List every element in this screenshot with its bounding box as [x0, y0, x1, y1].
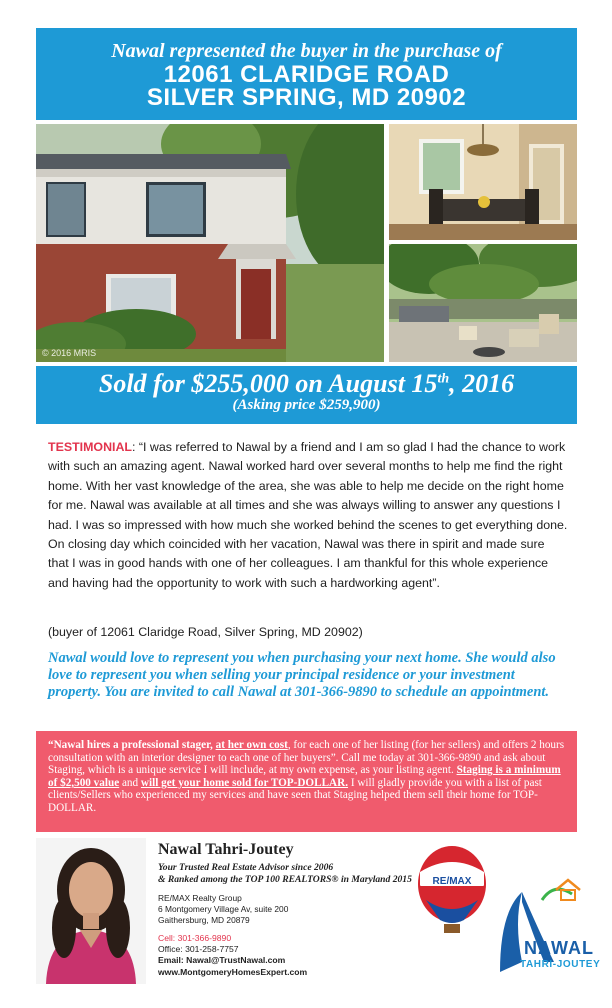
brokerage-address-2: Gaithersburg, MD 20879	[158, 914, 250, 925]
contact-info	[158, 933, 398, 978]
brokerage-info	[158, 893, 358, 925]
website-link[interactable]: www.MontgomeryHomesExpert.com	[158, 966, 308, 977]
header-banner	[36, 28, 577, 120]
sold-banner	[36, 366, 577, 424]
call-to-action: Nawal would love to represent you when purchasing your next home. She would also love to represent you when selling your principal residence or your investment property. You are invited to call Nawal at 301-366-9890 to schedule an appointment.	[48, 650, 556, 701]
logo-brand: NAWAL	[524, 938, 594, 958]
testimonial-body: : “I was referred to Nawal by a friend and I am so glad I had the chance to work with such an amazing agent. Nawal worked hard over several months to help me find the right home. With her vast knowledge of the area, she was able to help me decide on the right home for me. Nawal was available at all times and she was always willing to answer any questions I had. I was so impressed with how much she worked behind the scenes to get everything done. On closing day which coincided with her vacation, Nawal was there in spirit and made sure that I was in good hands with one of her colleagues. I am thankful for this whole experience and having had the opportunity to work with such a hardworking agent”.	[48, 440, 568, 590]
house-exterior-photo	[36, 124, 384, 362]
address-line-1: 12061 CLARIDGE ROAD	[163, 61, 450, 88]
agent-name: Nawal Tahri-Joutey	[158, 841, 294, 858]
header-intro: Nawal represented the buyer in the purchase of	[111, 40, 502, 62]
office-phone[interactable]: Office: 301-258-7757	[158, 944, 239, 955]
agent-tagline: Your Trusted Real Estate Advisor since 2006 & Ranked among the TOP 100 REALTORS® in Maryland 2015	[158, 862, 412, 885]
patio-photo	[389, 244, 577, 362]
buyer-note: (buyer of 12061 Claridge Road, Silver Spring, MD 20902)	[48, 625, 363, 639]
testimonial-text	[48, 438, 568, 593]
dining-room-photo	[389, 124, 577, 240]
logo-brand-name: TAHRI-JOUTEY	[520, 959, 601, 970]
asking-price: (Asking price $259,900)	[232, 397, 381, 413]
staging-box: “Nawal hires a professional stager, at her own cost, for each one of her listing (for her sellers) and offers 2 hours consultation with an interior designer to each one of her buyers”. Call me today at 301-366-9890 and ask about Staging, which is a unique service I will include, at my own expense, as your listing agent. Staging is a minimum of $2,500 value and will get your home sold for TOP-DOLLAR. I will gladly provide you with a list of past clients/Sellers who experienced my services and have seen that Staging helped them sell their home for TOP-DOLLAR.	[36, 731, 577, 832]
brokerage-address-1: 6 Montgomery Village Av, suite 200	[158, 903, 289, 914]
photo-watermark: © 2016 MRIS	[42, 348, 97, 358]
cell-phone[interactable]: Cell: 301-366-9890	[158, 933, 232, 943]
sold-price: Sold for $255,000 on August 15th, 2016	[98, 369, 515, 398]
email-link[interactable]: Email: Nawal@TrustNawal.com	[158, 955, 286, 966]
balloon-text: RE/MAX	[432, 876, 472, 887]
agent-portrait	[36, 838, 146, 984]
brokerage-name: RE/MAX Realty Group	[158, 893, 242, 903]
testimonial-label: TESTIMONIAL	[48, 440, 132, 454]
address-line-2: SILVER SPRING, MD 20902	[146, 84, 467, 111]
